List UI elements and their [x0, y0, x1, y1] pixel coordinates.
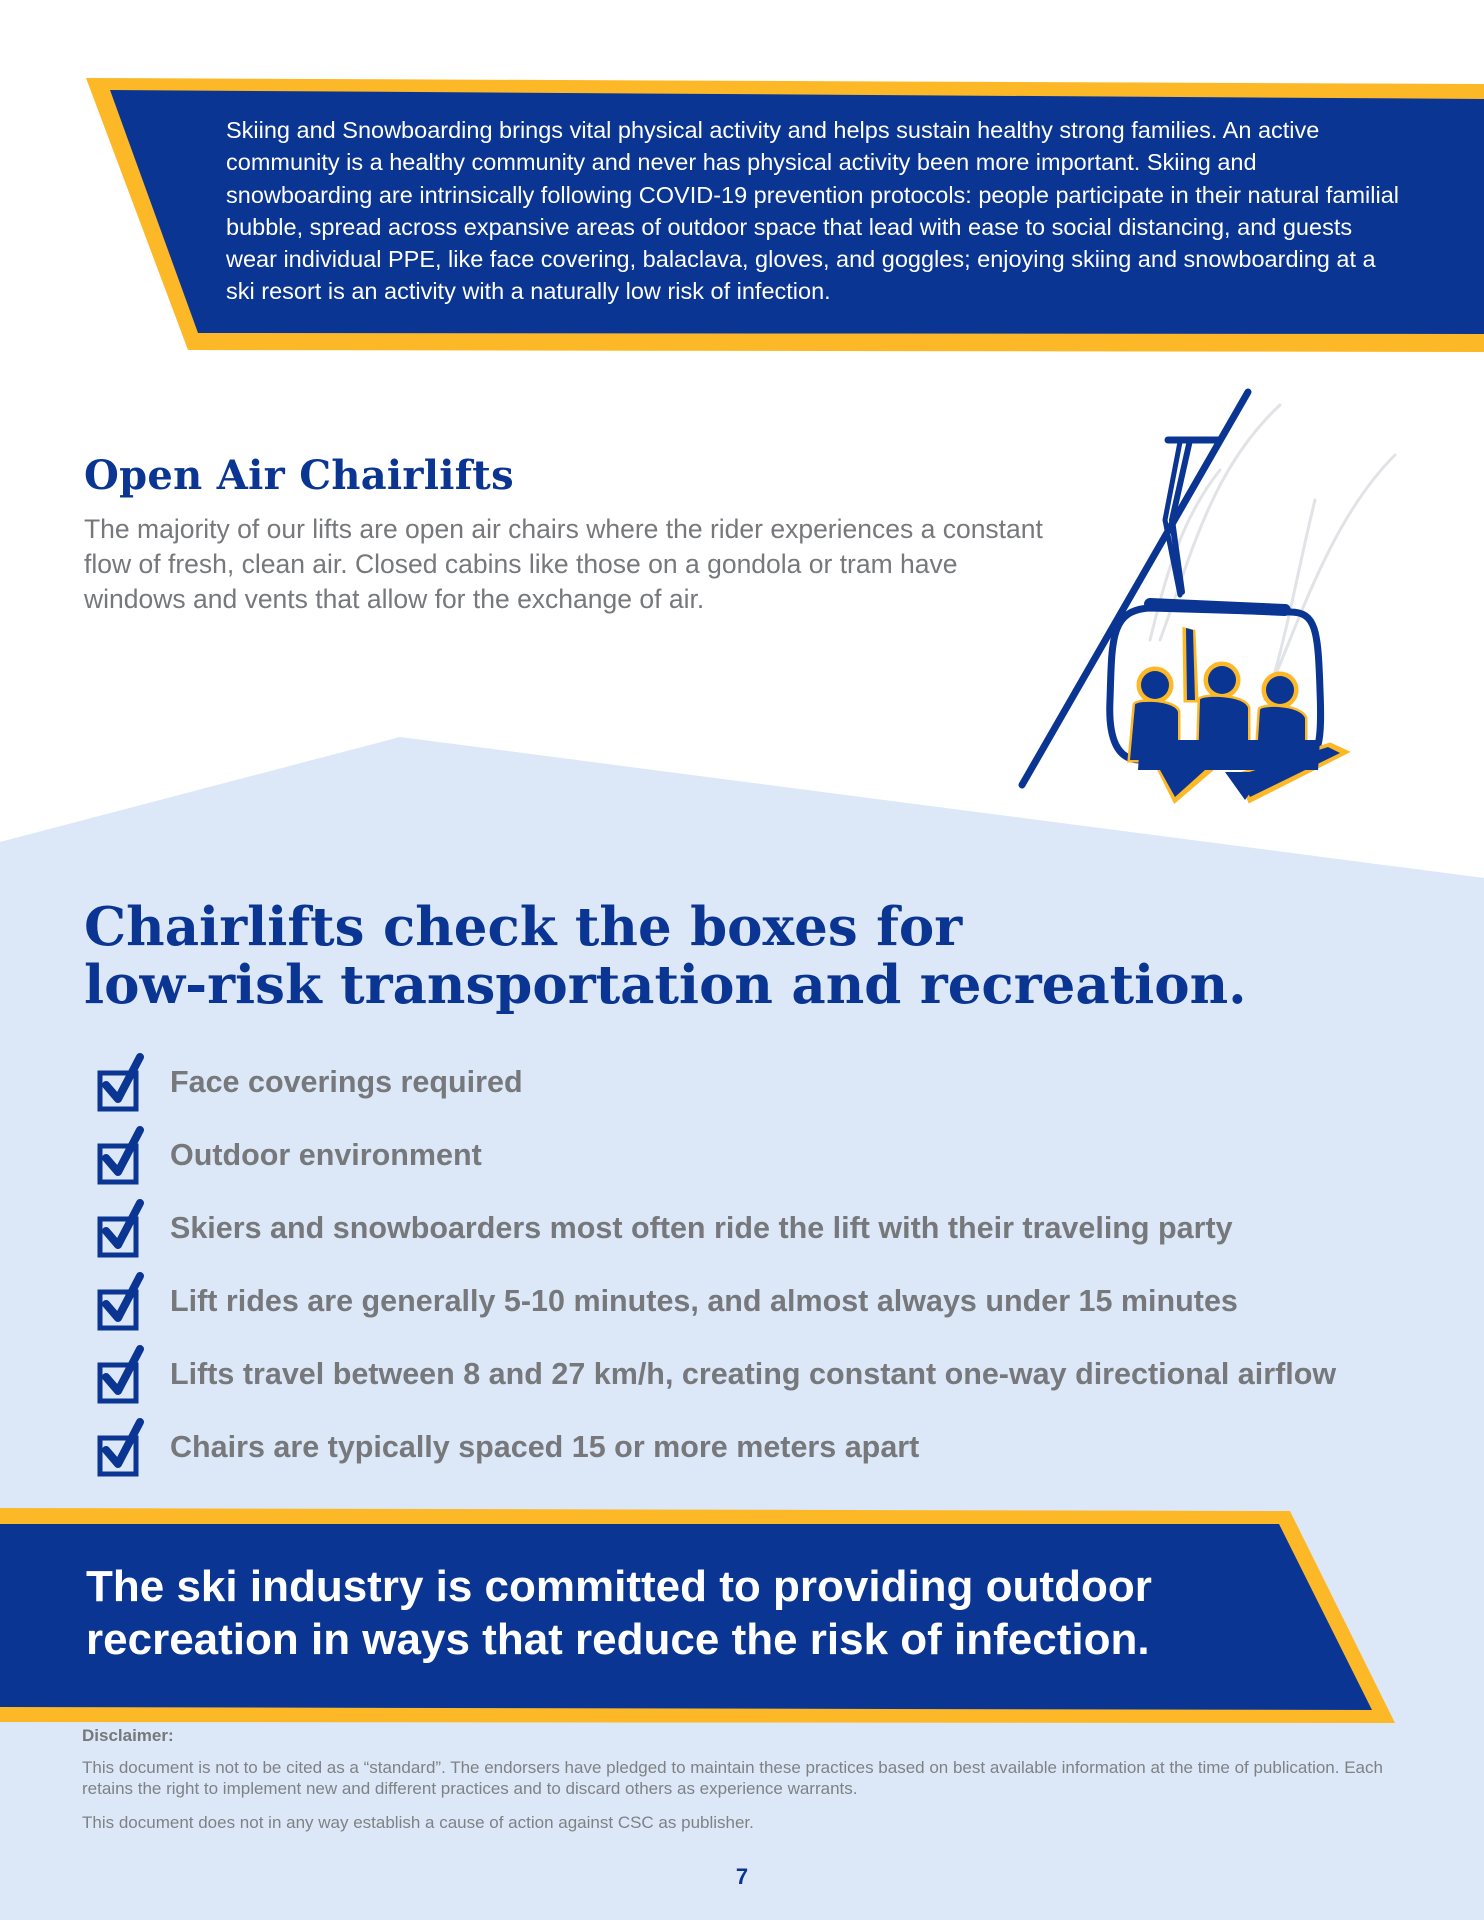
checks-heading: [84, 898, 1384, 1014]
list-item: [96, 1119, 1456, 1192]
page-number: 7: [735, 1864, 749, 1889]
list-item-text: Chairs are typically spaced 15 or more meters apart: [170, 1430, 920, 1464]
intro-paragraph: Skiing and Snowboarding brings vital physical activity and helps sustain healthy strong families. An active community is a healthy community and never has physical activity been more important. Skiing and snowboarding are intrinsically following COVID-19 prevention protocols: people participate in their natural familial bubble, spread across expansive areas of outdoor space that lead with ease to social distancing, and guests wear individual PPE, like face covering, balaclava, gloves, and goggles; enjoying skiing and snowboarding at a ski resort is an activity with a naturally low risk of infection.: [226, 117, 1399, 305]
list-item-text: Face coverings required: [170, 1065, 523, 1099]
list-item-text: Lift rides are generally 5-10 minutes, and almost always under 15 minutes: [170, 1284, 1238, 1318]
disclaimer-paragraph-1: This document is not to be cited as a “standard”. The endorsers have pledged to maintain these practices based on best available information at the time of publication. Each retains the right to implement new and different practices and to discard others as experience warrants.: [82, 1758, 1383, 1798]
commitment-statement: [86, 1560, 1326, 1666]
checkbox-checked-icon: [96, 1053, 148, 1113]
checklist: [96, 1046, 1456, 1484]
list-item-text: Outdoor environment: [170, 1138, 482, 1172]
checkbox-checked-icon: [96, 1199, 148, 1259]
list-item: [96, 1265, 1456, 1338]
list-item: [96, 1338, 1456, 1411]
disclaimer-title: Disclaimer:: [82, 1726, 174, 1745]
list-item: [96, 1046, 1456, 1119]
commitment-line1: The ski industry is committed to providing outdoor: [86, 1562, 1152, 1611]
commitment-line2: recreation in ways that reduce the risk of infection.: [86, 1615, 1150, 1664]
checkbox-checked-icon: [96, 1272, 148, 1332]
checks-heading-line1: Chairlifts check the boxes for: [84, 896, 963, 958]
list-item: [96, 1192, 1456, 1265]
checkbox-checked-icon: [96, 1126, 148, 1186]
list-item-text: Skiers and snowboarders most often ride the lift with their traveling party: [170, 1211, 1233, 1245]
list-item-text: Lifts travel between 8 and 27 km/h, creating constant one-way directional airflow: [170, 1357, 1337, 1391]
checkbox-checked-icon: [96, 1345, 148, 1405]
open-air-chairlifts-body: The majority of our lifts are open air chairs where the rider experiences a constant flow of fresh, clean air. Closed cabins like those on a gondola or tram have windows and vents that allow for the exchange of air.: [84, 514, 1043, 614]
open-air-chairlifts-title: Open Air Chairlifts: [84, 452, 514, 499]
checks-heading-line2: low-risk transportation and recreation.: [84, 954, 1247, 1016]
checkbox-checked-icon: [96, 1418, 148, 1478]
riders-icon: [1130, 628, 1345, 800]
list-item: [96, 1411, 1456, 1484]
disclaimer-paragraph-2: This document does not in any way establish a cause of action against CSC as publisher.: [82, 1813, 754, 1832]
